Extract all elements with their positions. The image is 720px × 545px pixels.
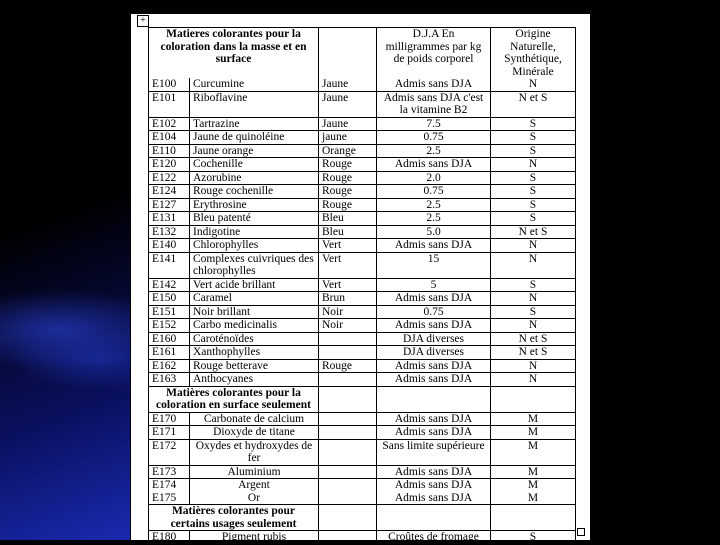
cell-dja: Admis sans DJA — [377, 78, 491, 91]
cell-origin: M — [491, 492, 576, 505]
cell-color: Rouge — [319, 171, 377, 185]
cell-name: Vert acide brillant — [190, 278, 319, 292]
table-row — [149, 426, 576, 440]
cell-code: E124 — [149, 185, 190, 199]
cell-dja: 2.5 — [377, 198, 491, 212]
cell-color: Bleu — [319, 225, 377, 239]
cell-dja: Admis sans DJA c'est la vitamine B2 — [377, 91, 491, 117]
cell-code: E132 — [149, 225, 190, 239]
cell-origin: N et S — [491, 91, 576, 117]
cell-color: Rouge — [319, 158, 377, 172]
cell-name: Caroténoïdes — [190, 332, 319, 346]
cell-code: E110 — [149, 144, 190, 158]
cell-origin: N — [491, 239, 576, 253]
cell-name: Chlorophylles — [190, 239, 319, 253]
cell-origin: N et S — [491, 332, 576, 346]
cell-dja: Admis sans DJA — [377, 492, 491, 505]
slide-background — [0, 0, 130, 540]
cell-origin: S — [491, 531, 576, 545]
cell-origin: S — [491, 131, 576, 145]
table-move-handle-icon[interactable]: + — [137, 15, 149, 27]
cell-name: Anthocyanes — [190, 373, 319, 387]
cell-origin: N — [491, 78, 576, 91]
cell-dja: 5.0 — [377, 225, 491, 239]
cell-origin: S — [491, 117, 576, 131]
table-resize-handle[interactable] — [577, 528, 585, 536]
cell-name: Indigotine — [190, 225, 319, 239]
cell-origin: M — [491, 412, 576, 426]
cell-origin: N — [491, 373, 576, 387]
cell-dja: 5 — [377, 278, 491, 292]
cell-code: E104 — [149, 131, 190, 145]
cell-code: E141 — [149, 252, 190, 278]
table-row — [149, 144, 576, 158]
colorants-table — [148, 27, 576, 545]
cell-origin: N — [491, 319, 576, 333]
cell-code: E171 — [149, 426, 190, 440]
cell-dja: 2.5 — [377, 212, 491, 226]
cell-name: Tartrazine — [190, 117, 319, 131]
cell-dja: 15 — [377, 252, 491, 278]
cell-code: E101 — [149, 91, 190, 117]
cell-origin: N — [491, 359, 576, 373]
cell-code: E170 — [149, 412, 190, 426]
cell-name: Azorubine — [190, 171, 319, 185]
header-row — [149, 28, 576, 79]
table-row — [149, 319, 576, 333]
section-title: Matières colorantes pour la coloration en surface seulement — [149, 386, 319, 412]
cell-dja: 7.5 — [377, 117, 491, 131]
cell-dja: Admis sans DJA — [377, 239, 491, 253]
cell-code: E172 — [149, 439, 190, 465]
cell-dja: 0.75 — [377, 305, 491, 319]
cell-code: E127 — [149, 198, 190, 212]
cell-code: E122 — [149, 171, 190, 185]
empty-cell — [491, 386, 576, 412]
cell-dja: 0.75 — [377, 185, 491, 199]
cell-name: Noir brillant — [190, 305, 319, 319]
table-row — [149, 131, 576, 145]
cell-name: Complexes cuivriques des chlorophylles — [190, 252, 319, 278]
cell-color: Rouge — [319, 198, 377, 212]
cell-name: Curcumine — [190, 78, 319, 91]
empty-cell — [377, 505, 491, 531]
cell-code: E142 — [149, 278, 190, 292]
cell-dja: Admis sans DJA — [377, 479, 491, 492]
cell-name: Oxydes et hydroxydes de fer — [190, 439, 319, 465]
cell-color: Brun — [319, 292, 377, 306]
cell-code: E100 — [149, 78, 190, 91]
table-row — [149, 332, 576, 346]
empty-cell — [319, 386, 377, 412]
cell-name: Jaune orange — [190, 144, 319, 158]
header-title: Matieres colorantes pour la coloration dans la masse et en surface — [149, 28, 319, 79]
cell-color: Bleu — [319, 212, 377, 226]
cell-color: Noir — [319, 319, 377, 333]
cell-name: Caramel — [190, 292, 319, 306]
table-row — [149, 198, 576, 212]
cell-origin: N — [491, 252, 576, 278]
cell-color — [319, 439, 377, 465]
cell-dja: 0.75 — [377, 131, 491, 145]
cell-dja: Admis sans DJA — [377, 359, 491, 373]
cell-color — [319, 465, 377, 479]
cell-code: E151 — [149, 305, 190, 319]
cell-color — [319, 346, 377, 360]
cell-name: Carbonate de calcium — [190, 412, 319, 426]
cell-color: Vert — [319, 239, 377, 253]
table-row — [149, 465, 576, 479]
table-row — [149, 412, 576, 426]
cell-color: jaune — [319, 131, 377, 145]
table-row — [149, 292, 576, 306]
cell-code: E131 — [149, 212, 190, 226]
cell-origin: S — [491, 212, 576, 226]
cell-name: Xanthophylles — [190, 346, 319, 360]
cell-origin: S — [491, 305, 576, 319]
cell-code: E102 — [149, 117, 190, 131]
cell-color — [319, 373, 377, 387]
cell-dja: Croûtes de fromage — [377, 531, 491, 545]
cell-name: Cochenille — [190, 158, 319, 172]
cell-code: E162 — [149, 359, 190, 373]
table-row — [149, 78, 576, 91]
empty-cell — [491, 505, 576, 531]
cell-origin: S — [491, 171, 576, 185]
cell-name: Riboflavine — [190, 91, 319, 117]
table-row — [149, 346, 576, 360]
cell-dja: 2.0 — [377, 171, 491, 185]
cell-code: E163 — [149, 373, 190, 387]
cell-color: Vert — [319, 278, 377, 292]
cell-origin: S — [491, 144, 576, 158]
cell-name: Aluminium — [190, 465, 319, 479]
table-row — [149, 171, 576, 185]
cell-origin: M — [491, 439, 576, 465]
cell-code: E161 — [149, 346, 190, 360]
header-origin: Origine Naturelle, Synthétique, Minérale — [491, 28, 576, 79]
cell-origin: N et S — [491, 225, 576, 239]
cell-color: Vert — [319, 252, 377, 278]
cell-color — [319, 531, 377, 545]
table-row — [149, 225, 576, 239]
table-row — [149, 479, 576, 492]
table-row — [149, 212, 576, 226]
table-row — [149, 373, 576, 387]
cell-name: Or — [190, 492, 319, 505]
cell-color — [319, 332, 377, 346]
cell-color: Orange — [319, 144, 377, 158]
cell-dja: DJA diverses — [377, 346, 491, 360]
table-row — [149, 185, 576, 199]
cell-name: Carbo medicinalis — [190, 319, 319, 333]
table-row — [149, 359, 576, 373]
cell-color: Jaune — [319, 78, 377, 91]
cell-color: Noir — [319, 305, 377, 319]
table-row — [149, 531, 576, 545]
cell-dja: 2.5 — [377, 144, 491, 158]
cell-code: E150 — [149, 292, 190, 306]
cell-code: E160 — [149, 332, 190, 346]
cell-dja: Admis sans DJA — [377, 412, 491, 426]
cell-dja: Admis sans DJA — [377, 426, 491, 440]
cell-name: Erythrosine — [190, 198, 319, 212]
table-row — [149, 239, 576, 253]
cell-name: Argent — [190, 479, 319, 492]
cell-color: Jaune — [319, 117, 377, 131]
cell-origin: M — [491, 479, 576, 492]
table-row — [149, 158, 576, 172]
cell-origin: N et S — [491, 346, 576, 360]
table-row — [149, 439, 576, 465]
cell-code: E120 — [149, 158, 190, 172]
cell-name: Rouge cochenille — [190, 185, 319, 199]
cell-code: E175 — [149, 492, 190, 505]
header-color — [319, 28, 377, 79]
cell-dja: Admis sans DJA — [377, 292, 491, 306]
table-row — [149, 305, 576, 319]
empty-cell — [319, 505, 377, 531]
cell-color — [319, 492, 377, 505]
cell-code: E173 — [149, 465, 190, 479]
cell-origin: S — [491, 185, 576, 199]
cell-name: Jaune de quinoléine — [190, 131, 319, 145]
table-row — [149, 252, 576, 278]
cell-color: Jaune — [319, 91, 377, 117]
cell-origin: S — [491, 198, 576, 212]
cell-origin: S — [491, 278, 576, 292]
cell-dja: DJA diverses — [377, 332, 491, 346]
cell-color — [319, 412, 377, 426]
table-row — [149, 117, 576, 131]
cell-origin: M — [491, 465, 576, 479]
table-row — [149, 91, 576, 117]
cell-dja: Admis sans DJA — [377, 158, 491, 172]
cell-origin: M — [491, 426, 576, 440]
header-dja: D.J.A En milligrammes par kg de poids corporel — [377, 28, 491, 79]
cell-code: E180 — [149, 531, 190, 545]
section-row — [149, 505, 576, 531]
cell-dja: Admis sans DJA — [377, 465, 491, 479]
cell-code: E140 — [149, 239, 190, 253]
cell-name: Dioxyde de titane — [190, 426, 319, 440]
cell-code: E152 — [149, 319, 190, 333]
section-row — [149, 386, 576, 412]
document-page — [131, 14, 590, 543]
cell-name: Bleu patenté — [190, 212, 319, 226]
cell-color — [319, 479, 377, 492]
cell-dja: Admis sans DJA — [377, 373, 491, 387]
cell-color: Rouge — [319, 359, 377, 373]
empty-cell — [377, 386, 491, 412]
cell-origin: N — [491, 158, 576, 172]
cell-name: Pigment rubis — [190, 531, 319, 545]
cell-dja: Admis sans DJA — [377, 319, 491, 333]
section-title: Matières colorantes pour certains usages seulement — [149, 505, 319, 531]
table-row — [149, 278, 576, 292]
cell-color — [319, 426, 377, 440]
cell-name: Rouge betterave — [190, 359, 319, 373]
cell-code: E174 — [149, 479, 190, 492]
cell-origin: N — [491, 292, 576, 306]
cell-color: Rouge — [319, 185, 377, 199]
table-row — [149, 492, 576, 505]
cell-dja: Sans limite supérieure — [377, 439, 491, 465]
